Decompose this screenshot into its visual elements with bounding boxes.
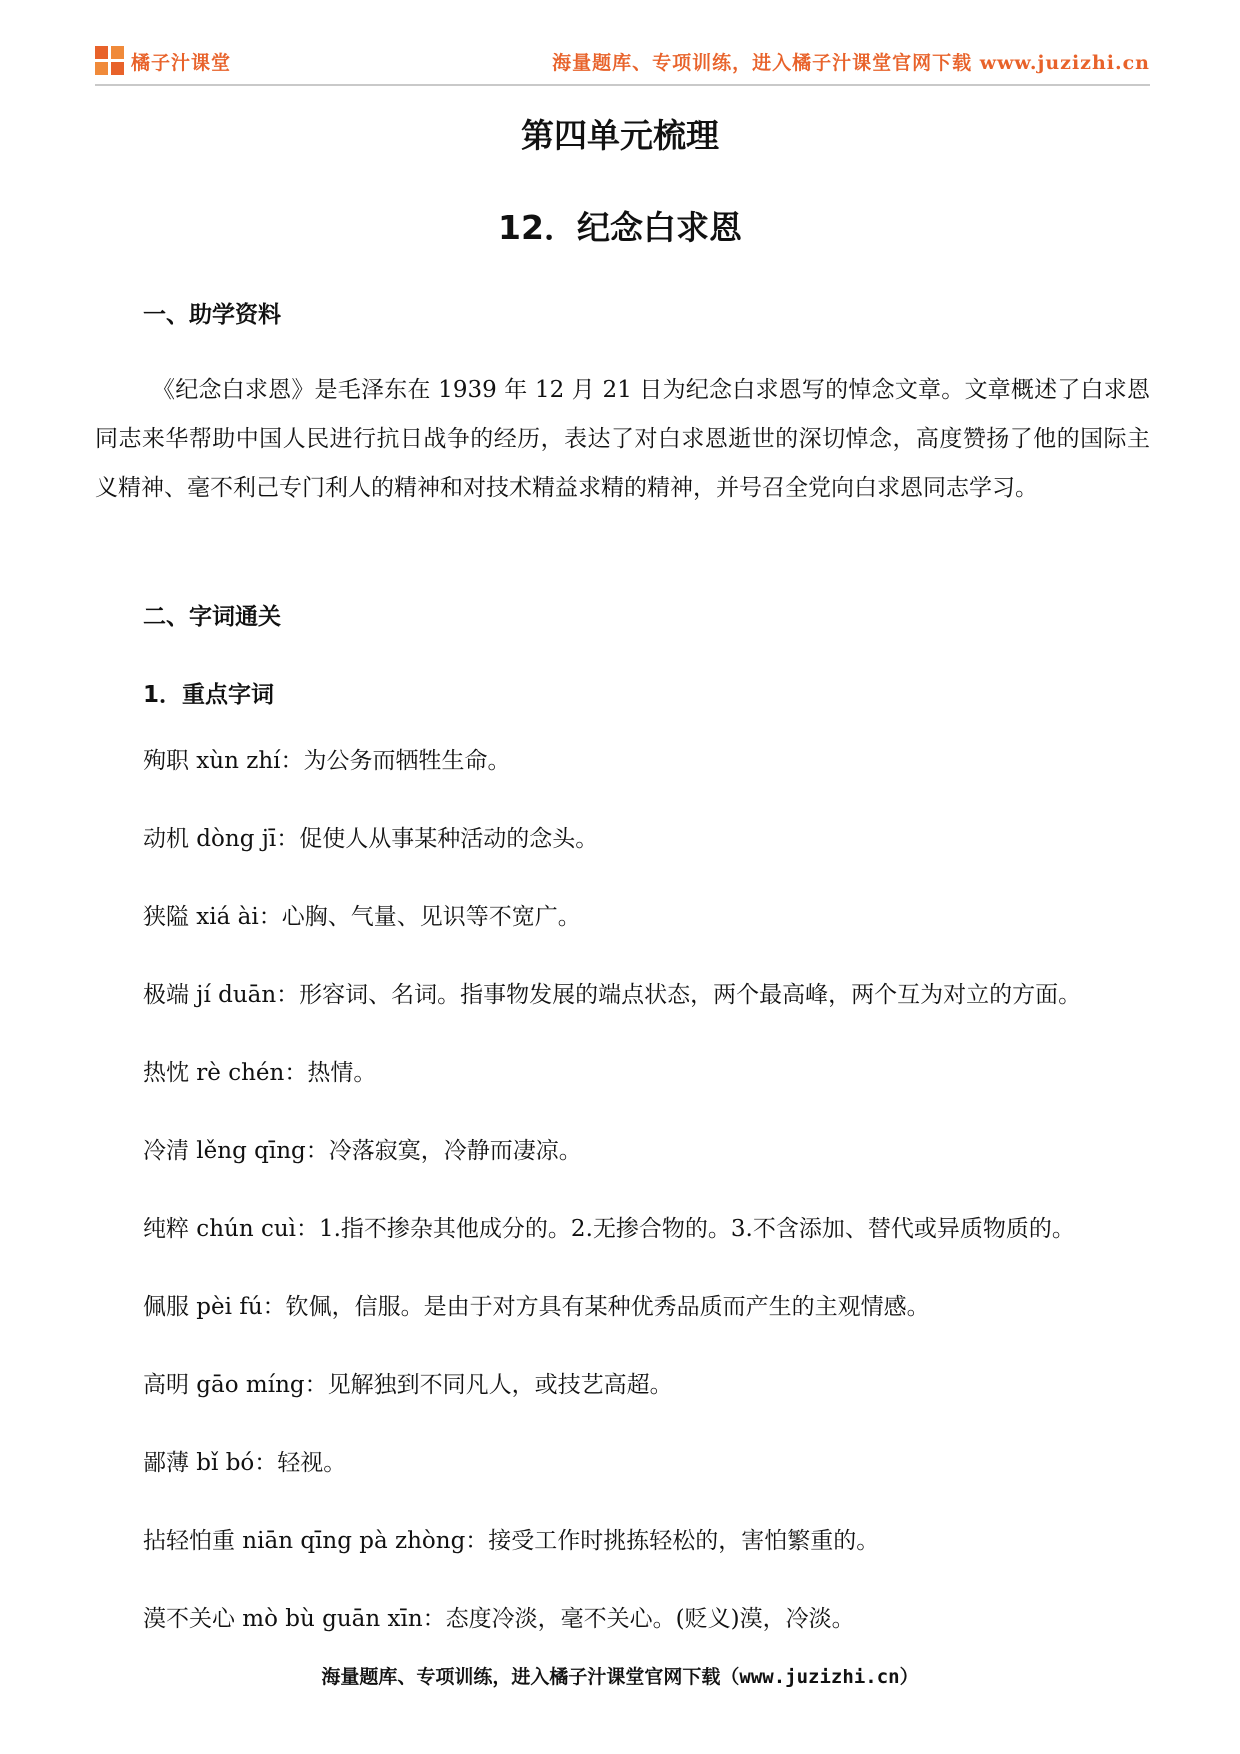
logo <box>95 44 231 78</box>
page-header <box>95 40 1150 86</box>
vocab-item: 殉职 xùn zhí：为公务而牺牲生命。 <box>143 748 511 774</box>
page-footer: 海量题库、专项训练，进入橘子汁课堂官网下载（www.juzizhi.cn） <box>321 1666 919 1688</box>
logo-text: 橘子汁课堂 <box>131 51 232 74</box>
vocab-item: 漠不关心 mò bù guān xīn：态度冷淡，毫不关心。(贬义)漠，冷淡。 <box>143 1606 855 1632</box>
vocabulary-list <box>143 746 1153 1682</box>
vocab-item: 纯粹 chún cuì：1.指不掺杂其他成分的。2.无掺合物的。3.不含添加、替代或异质物质的。 <box>143 1216 1075 1242</box>
study-materials-paragraph: 《纪念白求恩》是毛泽东在 1939 年 12 月 21 日为纪念白求恩写的悼念文章。文章概述了白求恩同志来华帮助中国人民进行抗日战争的经历，表达了对白求恩逝世的深切悼念，高度赞扬了他的国际主义精神、毫不利己专门利人的精神和对技术精益求精的精神，并号召全党向白求恩同志学习。 <box>95 377 1150 501</box>
vocab-item: 鄙薄 bǐ bó：轻视。 <box>143 1450 347 1476</box>
section-heading-study-materials: 一、助学资料 <box>143 302 281 328</box>
document-title: 第四单元梳理 <box>521 116 719 155</box>
vocab-item: 高明 gāo míng：见解独到不同凡人，或技艺高超。 <box>143 1372 673 1398</box>
vocab-item: 狭隘 xiá ài：心胸、气量、见识等不宽广。 <box>143 904 581 930</box>
logo-icon <box>95 46 125 76</box>
vocab-item: 热忱 rè chén：热情。 <box>143 1060 377 1086</box>
subheading-key-words: 1．重点字词 <box>143 682 275 708</box>
lesson-title: 12．纪念白求恩 <box>498 208 742 247</box>
vocab-item: 拈轻怕重 niān qīng pà zhòng：接受工作时挑拣轻松的，害怕繁重的。 <box>143 1528 880 1554</box>
header-slogan: 海量题库、专项训练，进入橘子汁课堂官网下载 www.juzizhi.cn <box>552 52 1150 74</box>
vocab-item: 极端 jí duān：形容词、名词。指事物发展的端点状态，两个最高峰，两个互为对立的方面。 <box>143 982 1082 1008</box>
vocab-item: 佩服 pèi fú：钦佩，信服。是由于对方具有某种优秀品质而产生的主观情感。 <box>143 1294 930 1320</box>
vocab-item: 动机 dòng jī：促使人从事某种活动的念头。 <box>143 826 599 852</box>
section-heading-vocabulary: 二、字词通关 <box>143 604 281 630</box>
vocab-item: 冷清 lěng qīng：冷落寂寞，冷静而凄凉。 <box>143 1138 582 1164</box>
